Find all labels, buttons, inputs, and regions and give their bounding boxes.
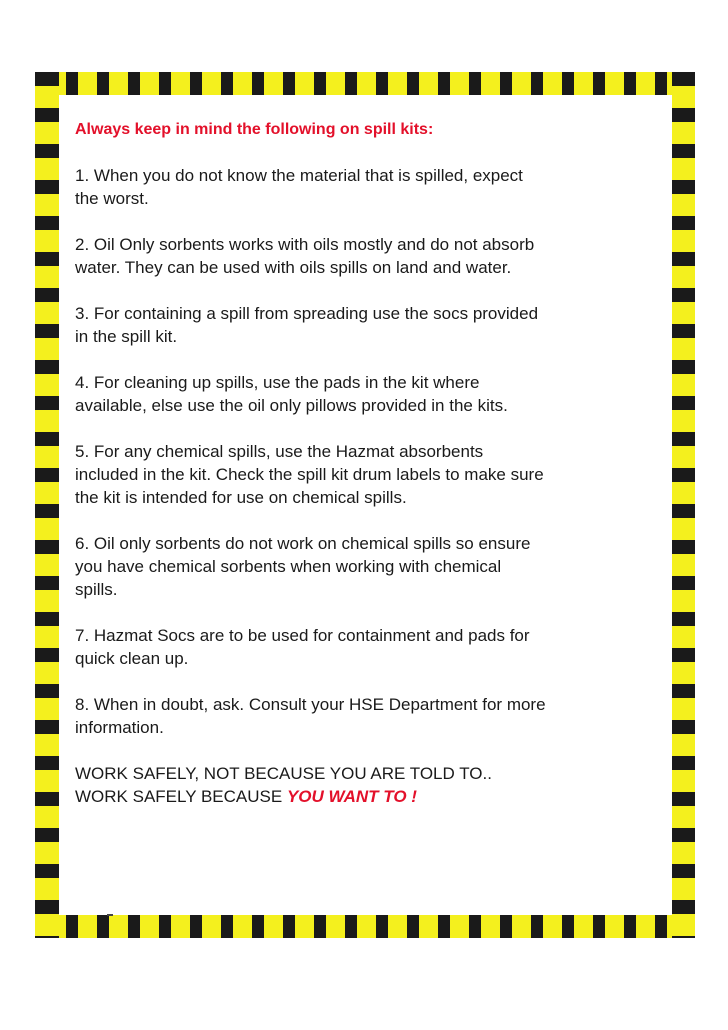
closing-line-2 <box>75 785 635 808</box>
notice-item-6: 6. Oil only sorbents do not work on chemical spills so ensure you have chemical sorbents when working with chemical spills. <box>75 534 531 599</box>
closing-slogan <box>75 762 635 808</box>
hazard-stripe-bottom <box>35 915 695 938</box>
print-mark <box>107 914 113 916</box>
notice-item-5: 5. For any chemical spills, use the Hazmat absorbents included in the kit. Check the spill kit drum labels to make sure the kit is intended for use on chemical spills. <box>75 442 544 507</box>
notice-item-7: 7. Hazmat Socs are to be used for containment and pads for quick clean up. <box>75 626 530 668</box>
notice-content <box>75 118 635 808</box>
notice-item-1: 1. When you do not know the material that is spilled, expect the worst. <box>75 166 523 208</box>
notice-item-4: 4. For cleaning up spills, use the pads in the kit where available, else use the oil only pillows provided in the kits. <box>75 373 508 415</box>
closing-emphasis: YOU WANT TO ! <box>286 787 417 806</box>
closing-line-1: WORK SAFELY, NOT BECAUSE YOU ARE TOLD TO.. <box>75 764 492 783</box>
hazard-stripe-left <box>35 72 59 938</box>
notice-item-2: 2. Oil Only sorbents works with oils mostly and do not absorb water. They can be used with oils spills on land and water. <box>75 235 535 277</box>
notice-item-8: 8. When in doubt, ask. Consult your HSE Department for more information. <box>75 695 546 737</box>
closing-line-2-prefix: WORK SAFELY BECAUSE <box>75 787 287 806</box>
notice-item-3: 3. For containing a spill from spreading use the socs provided in the spill kit. <box>75 304 539 346</box>
hazard-stripe-top <box>35 72 695 95</box>
notice-heading: Always keep in mind the following on spill kits: <box>75 121 434 138</box>
hazard-stripe-right <box>672 72 695 938</box>
